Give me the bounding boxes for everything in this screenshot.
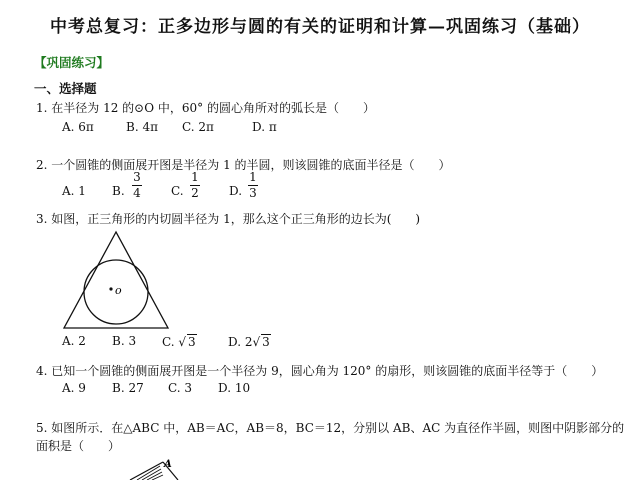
q1-option-b: B. 4π: [126, 120, 158, 134]
center-label: o: [115, 284, 122, 297]
fraction-numerator: 1: [191, 170, 199, 184]
q2-option-a: A. 1: [62, 184, 86, 198]
fraction-denominator: 2: [191, 186, 199, 200]
q1-option-c: C. 2π: [182, 120, 214, 134]
q2-option-d-letter: D.: [229, 184, 243, 198]
question-3-stem: 3. 如图，正三角形的内切圆半径为 1，那么这个正三角形的边长为( ): [36, 212, 421, 226]
q3-option-d-radicand: 3: [262, 335, 270, 349]
part-heading: 一、选择题: [34, 81, 97, 96]
vertex-label-a: A: [164, 459, 172, 470]
q3-option-c-letter: C.: [162, 335, 175, 349]
q4-option-c: C. 3: [168, 381, 193, 395]
fraction-denominator: 4: [133, 186, 141, 200]
q3-option-c: C. √ 3: [162, 335, 196, 349]
q3-option-a: A. 2: [62, 334, 86, 348]
question-5-stem-line-2: 面积是（ ）: [36, 439, 121, 453]
q3-option-d-letter: D. 2: [228, 335, 253, 349]
q1-option-a: A. 6π: [62, 120, 94, 134]
question-1-stem: 1. 在半径为 12 的⊙O 中，60° 的圆心角所对的弧长是（ ）: [36, 101, 375, 115]
page-title: 中考总复习：正多边形与圆的有关的证明和计算—巩固练习（基础）: [50, 17, 590, 37]
fraction-numerator: 1: [249, 170, 257, 184]
fraction-denominator: 3: [249, 186, 257, 200]
question-2-stem: 2. 一个圆锥的侧面展开图是半径为 1 的半圆，则该圆锥的底面半径是（ ）: [36, 158, 451, 172]
section-tag: 【巩固练习】: [34, 55, 110, 70]
q3-option-c-radicand: 3: [188, 335, 196, 349]
fraction-numerator: 3: [133, 170, 141, 184]
q2-option-b-letter: B.: [112, 184, 125, 198]
q4-option-a: A. 9: [62, 381, 86, 395]
shading-hatch: [137, 466, 163, 480]
question-5-stem-line-1: 5. 如图所示．在△ABC 中，AB＝AC，AB＝8，BC＝12，分别以 AB、AC 为直径作半圆，则图中阴影部分的: [36, 421, 625, 435]
q1-option-d: D. π: [252, 120, 277, 134]
q4-option-d: D. 10: [218, 381, 251, 395]
q3-option-d: D. 2√ 3: [228, 335, 270, 349]
question-4-stem: 4. 已知一个圆锥的侧面展开图是一个半径为 9，圆心角为 120° 的扇形，则该圆锥的底面半径等于（ ）: [36, 364, 604, 378]
q3-option-b: B. 3: [112, 334, 137, 348]
q2-option-c-letter: C.: [171, 184, 184, 198]
q4-option-b: B. 27: [112, 381, 144, 395]
